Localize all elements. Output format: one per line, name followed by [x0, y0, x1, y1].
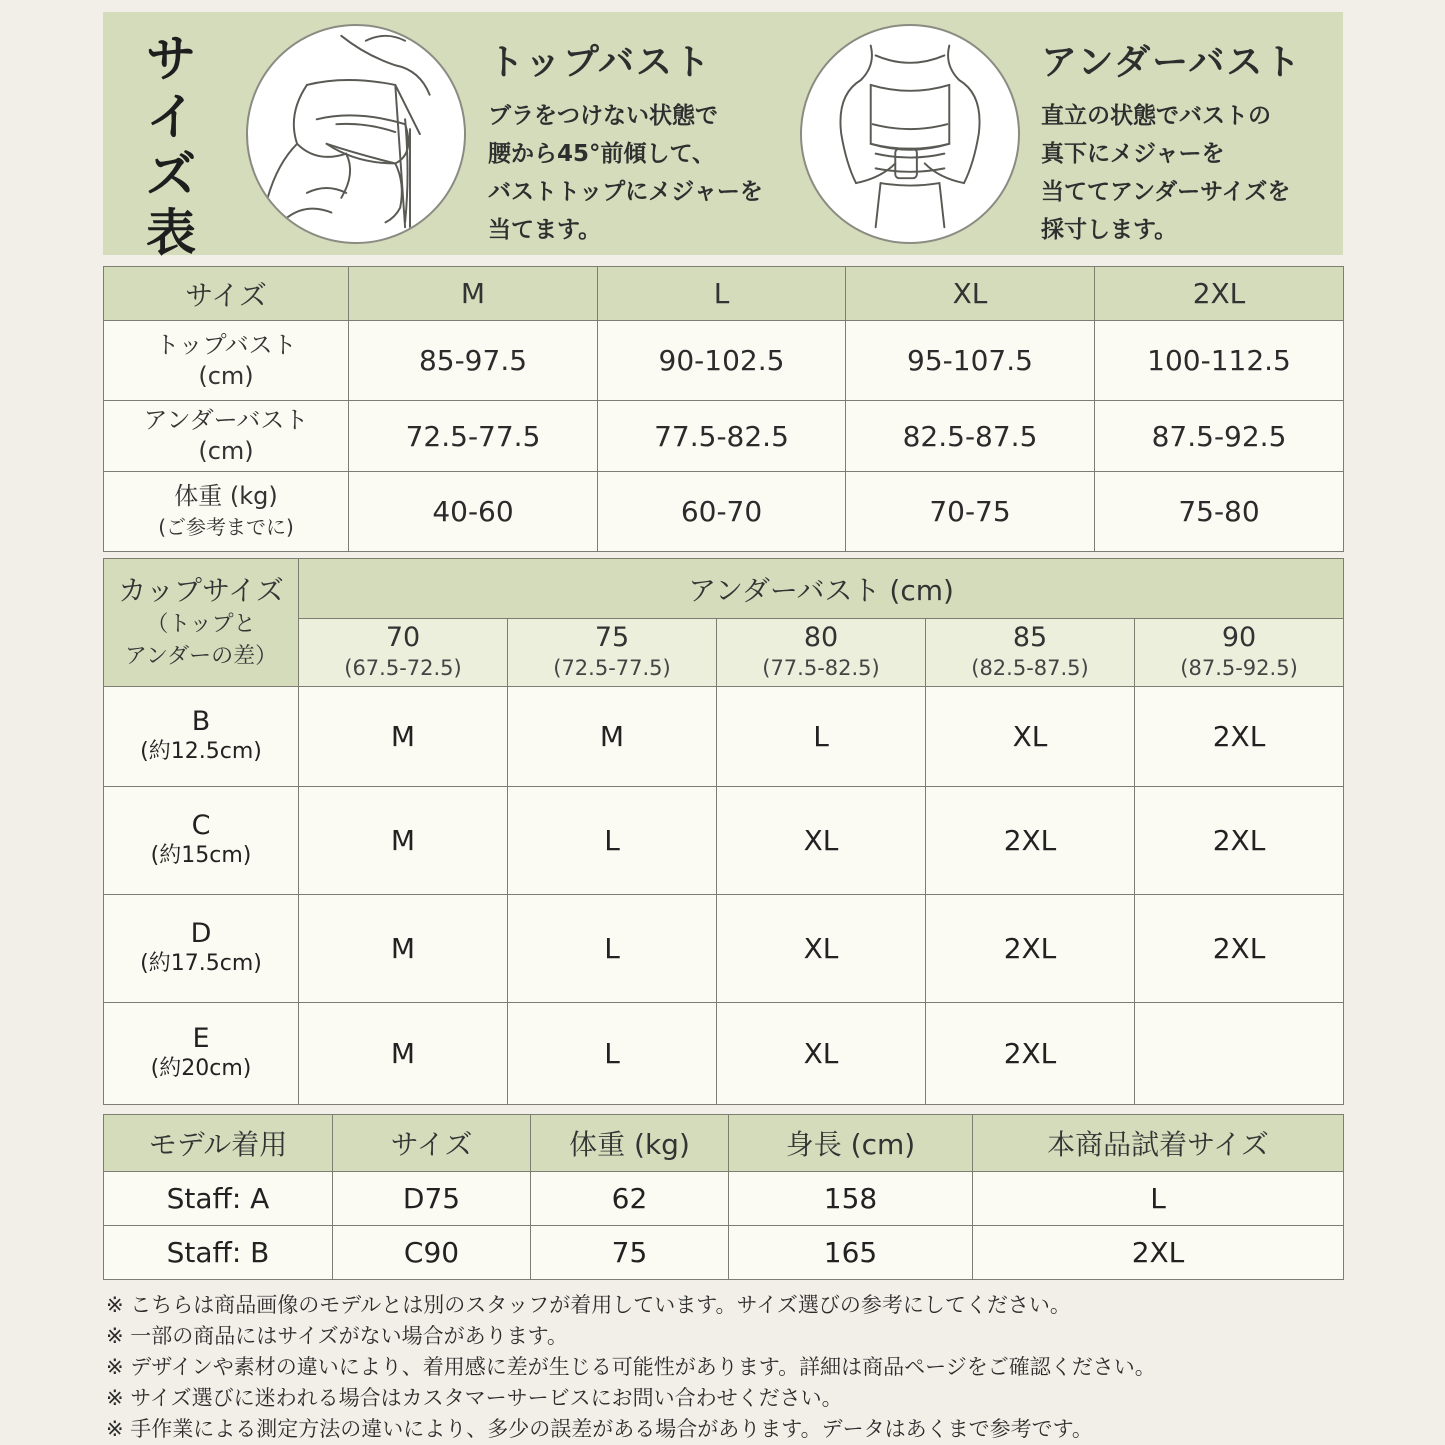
under-bust-column	[717, 619, 926, 687]
table-cell: L	[717, 687, 926, 787]
top-bust-line: 腰から45°前傾して、	[488, 141, 716, 167]
column-range: (72.5-77.5)	[553, 655, 671, 680]
column-value: 85	[1012, 621, 1048, 653]
column-value: 80	[803, 621, 839, 653]
under-bust-header: アンダーバスト (cm)	[299, 559, 1344, 619]
table-row	[104, 472, 1344, 552]
model-table-header	[104, 1115, 1344, 1172]
under-bust-column	[299, 619, 508, 687]
cup-diff: (約20cm)	[150, 1055, 252, 1081]
under-bust-instructions	[1041, 34, 1302, 249]
notes-section	[106, 1290, 1426, 1445]
top-bust-illustration	[246, 24, 466, 244]
table-cell: M	[299, 687, 508, 787]
under-bust-column	[926, 619, 1135, 687]
table-cell: 90-102.5	[598, 321, 846, 401]
column-value: 75	[594, 621, 630, 653]
row-label-unit: (cm)	[198, 361, 254, 390]
model-header-cell: サイズ	[333, 1115, 531, 1172]
table-cell: M	[299, 787, 508, 895]
model-header-cell: 体重 (kg)	[531, 1115, 729, 1172]
table-row	[104, 1172, 1344, 1226]
table-cell: XL	[926, 687, 1135, 787]
table-cell: 2XL	[973, 1226, 1344, 1280]
cup-size-corner	[104, 559, 299, 687]
table-cell: 82.5-87.5	[846, 401, 1095, 472]
cup-diff: (約12.5cm)	[140, 738, 262, 764]
table-cell: 70-75	[846, 472, 1095, 552]
table-row	[104, 895, 1344, 1003]
cup-label	[104, 1003, 299, 1105]
table-cell: L	[508, 1003, 717, 1105]
header-banner	[103, 12, 1343, 262]
under-bust-title: アンダーバスト	[1041, 42, 1303, 83]
table-cell: 85-97.5	[349, 321, 598, 401]
table-cell: 40-60	[349, 472, 598, 552]
top-bust-line: ブラをつけない状態で	[488, 103, 718, 129]
table-row	[104, 687, 1344, 787]
cup-size-subtitle: アンダーの差）	[124, 643, 278, 669]
table-cell: 62	[531, 1172, 729, 1226]
table-row	[104, 401, 1344, 472]
table-cell: 2XL	[926, 1003, 1135, 1105]
table-cell: 95-107.5	[846, 321, 1095, 401]
cup-label	[104, 687, 299, 787]
under-bust-illustration	[800, 24, 1020, 244]
row-label-main: アンダーバスト	[143, 406, 309, 434]
table-cell: XL	[717, 787, 926, 895]
table-cell: 100-112.5	[1095, 321, 1344, 401]
table-cell: M	[299, 895, 508, 1003]
table-cell: 2XL	[926, 895, 1135, 1003]
cup-label	[104, 895, 299, 1003]
under-bust-column	[1135, 619, 1344, 687]
table-cell: 2XL	[1135, 787, 1344, 895]
table-cell: XL	[717, 895, 926, 1003]
table-cell: 77.5-82.5	[598, 401, 846, 472]
column-range: (87.5-92.5)	[1180, 655, 1298, 680]
table-row	[104, 1226, 1344, 1280]
row-label	[104, 401, 349, 472]
cup-letter: B	[191, 705, 211, 737]
table-cell: L	[508, 895, 717, 1003]
top-bust-instructions	[488, 34, 763, 249]
table-cell: C90	[333, 1226, 531, 1280]
column-range: (82.5-87.5)	[971, 655, 1089, 680]
page-title	[141, 30, 201, 262]
size-header-cell: L	[598, 267, 846, 321]
size-header-cell: サイズ	[104, 267, 349, 321]
model-table	[103, 1114, 1344, 1280]
cup-size-table	[103, 558, 1344, 1105]
title-char: イ	[146, 88, 196, 146]
table-cell: 75-80	[1095, 472, 1344, 552]
table-cell: Staff: A	[104, 1172, 333, 1226]
title-char: 表	[146, 204, 196, 262]
cup-size-subtitle: （トップと	[146, 611, 256, 637]
size-table-header	[104, 267, 1344, 321]
row-label	[104, 472, 349, 552]
model-header-cell: 本商品試着サイズ	[973, 1115, 1344, 1172]
cup-letter: D	[190, 917, 212, 949]
column-value: 90	[1221, 621, 1257, 653]
table-cell: 2XL	[1135, 687, 1344, 787]
column-range: (77.5-82.5)	[762, 655, 880, 680]
note-line: ※ デザインや素材の違いにより、着用感に差が生じる可能性があります。詳細は商品ページをご確認ください。	[106, 1355, 1156, 1379]
column-range: (67.5-72.5)	[344, 655, 462, 680]
size-header-cell: XL	[846, 267, 1095, 321]
top-bust-title: トップバスト	[488, 42, 713, 83]
cup-letter: C	[191, 809, 211, 841]
size-header-cell: M	[349, 267, 598, 321]
cup-table-header	[104, 559, 1344, 619]
model-header-cell: モデル着用	[104, 1115, 333, 1172]
size-table	[103, 266, 1344, 552]
under-bust-line: 当ててアンダーサイズを	[1041, 179, 1291, 205]
table-cell: XL	[717, 1003, 926, 1105]
table-cell: 2XL	[926, 787, 1135, 895]
under-bust-column	[508, 619, 717, 687]
table-row	[104, 1003, 1344, 1105]
table-row	[104, 321, 1344, 401]
table-cell: L	[508, 787, 717, 895]
row-label	[104, 321, 349, 401]
table-cell: M	[299, 1003, 508, 1105]
model-header-cell: 身長 (cm)	[729, 1115, 973, 1172]
row-label-main: トップバスト	[155, 330, 297, 359]
cup-diff: (約17.5cm)	[140, 950, 262, 976]
table-cell: 60-70	[598, 472, 846, 552]
cup-letter: E	[192, 1022, 210, 1054]
table-cell: M	[508, 687, 717, 787]
table-cell: 2XL	[1135, 895, 1344, 1003]
under-bust-figure-icon	[802, 26, 1018, 242]
row-label-note: (ご参考までに)	[158, 514, 294, 539]
table-cell	[1135, 1003, 1344, 1105]
table-cell: Staff: B	[104, 1226, 333, 1280]
table-cell: 87.5-92.5	[1095, 401, 1344, 472]
row-label-main: 体重 (kg)	[174, 481, 278, 510]
under-bust-line: 直立の状態でバストの	[1041, 103, 1271, 129]
table-cell: 158	[729, 1172, 973, 1226]
top-bust-figure-icon	[248, 26, 464, 242]
under-bust-line: 真下にメジャーを	[1041, 141, 1225, 167]
note-line: ※ 一部の商品にはサイズがない場合があります。	[106, 1324, 568, 1348]
table-cell: 165	[729, 1226, 973, 1280]
title-char: サ	[146, 30, 196, 88]
top-bust-line: バストトップにメジャーを	[488, 179, 763, 205]
cup-label	[104, 787, 299, 895]
table-cell: D75	[333, 1172, 531, 1226]
column-value: 70	[385, 621, 421, 653]
table-row	[104, 787, 1344, 895]
cup-diff: (約15cm)	[150, 842, 252, 868]
title-char: ズ	[146, 146, 196, 204]
note-line: ※ サイズ選びに迷われる場合はカスタマーサービスにお問い合わせください。	[106, 1386, 843, 1410]
note-line: ※ 手作業による測定方法の違いにより、多少の誤差がある場合があります。データはあくまで参考です。	[106, 1417, 1093, 1441]
note-line: ※ こちらは商品画像のモデルとは別のスタッフが着用しています。サイズ選びの参考にしてください。	[106, 1293, 1071, 1317]
size-header-cell: 2XL	[1095, 267, 1344, 321]
top-bust-line: 当てます。	[488, 217, 602, 243]
table-cell: 75	[531, 1226, 729, 1280]
row-label-unit: (cm)	[198, 437, 254, 465]
table-cell: 72.5-77.5	[349, 401, 598, 472]
under-bust-line: 採寸します。	[1041, 217, 1178, 243]
table-cell: L	[973, 1172, 1344, 1226]
cup-size-title: カップサイズ	[118, 573, 284, 607]
